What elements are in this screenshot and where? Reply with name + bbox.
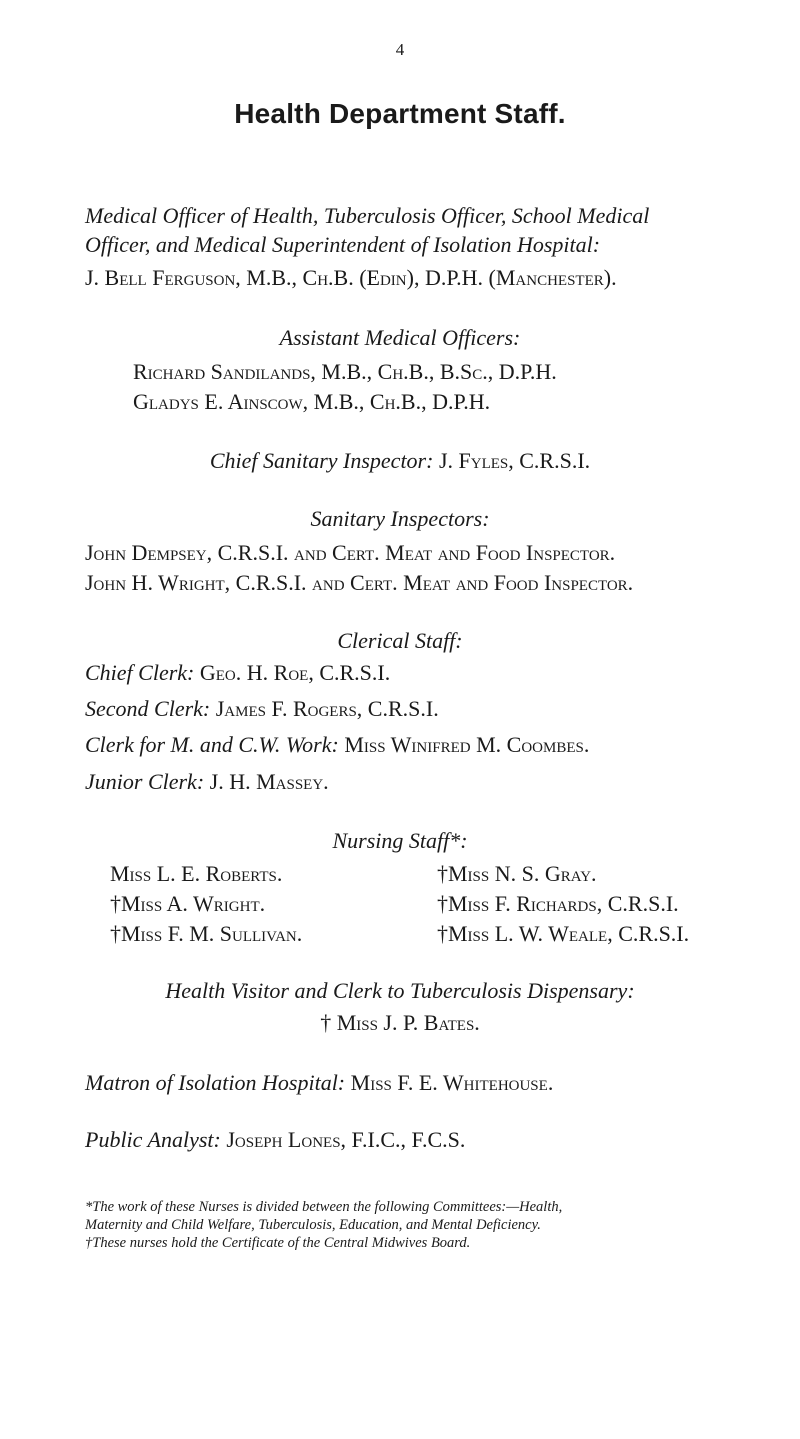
nurse-name: †Miss N. S. Gray. [437,861,597,886]
sanitary-heading: Sanitary Inspectors: [310,506,490,531]
chief-sanitary-line [0,448,800,474]
sanitary-name: John H. Wright, C.R.S.I. and Cert. Meat and Food Inspector. [85,570,634,595]
clerical-row [85,660,390,686]
analyst-label: Public Analyst: [85,1127,221,1152]
analyst-line [85,1127,465,1153]
moh-heading-line2: Officer, and Medical Superintendent of Isolation Hospital: [85,232,601,257]
assistant-name: Richard Sandilands, M.B., Ch.B., B.Sc., D.P.H. [133,359,557,384]
assistant-name: Gladys E. Ainscow, M.B., Ch.B., D.P.H. [133,389,491,414]
nurse-name: †Miss A. Wright. [110,891,266,916]
chief-sanitary-label: Chief Sanitary Inspector: [209,448,434,473]
clerical-role: Second Clerk: [85,696,211,721]
clerical-row [85,696,439,722]
nurse-name: †Miss F. M. Sullivan. [110,921,303,946]
page-title: Health Department Staff. [234,98,566,129]
assistants-heading: Assistant Medical Officers: [279,325,521,350]
nurse-name: †Miss L. W. Weale, C.R.S.I. [437,921,690,946]
page-number: 4 [395,40,405,59]
matron-line [85,1070,553,1096]
matron-label: Matron of Isolation Hospital: [85,1070,346,1095]
moh-name: J. Bell Ferguson, M.B., Ch.B. (Edin), D.P.H. (Manchester). [85,265,617,290]
footnote-star-line1: *The work of these Nurses is divided between the following Committees:—Health, [85,1199,563,1215]
chief-sanitary-name: J. Fyles, C.R.S.I. [438,448,591,473]
matron-name: Miss F. E. Whitehouse. [350,1070,554,1095]
analyst-name: Joseph Lones, F.I.C., F.C.S. [226,1127,466,1152]
sanitary-name: John Dempsey, C.R.S.I. and Cert. Meat and Food Inspector. [85,540,616,565]
clerical-row [85,769,329,795]
nurse-name: †Miss F. Richards, C.R.S.I. [437,891,679,916]
clerical-role: Clerk for M. and C.W. Work: [85,732,339,757]
health-visitor-name: † Miss J. P. Bates. [320,1010,480,1035]
footnote-star-line2: Maternity and Child Welfare, Tuberculosis, Education, and Mental Deficiency. [85,1217,541,1233]
clerical-heading: Clerical Staff: [337,628,463,653]
clerical-name: Geo. H. Roe, C.R.S.I. [199,660,391,685]
footnote-dagger: †These nurses hold the Certificate of the Central Midwives Board. [85,1235,471,1251]
clerical-name: J. H. Massey. [209,769,329,794]
clerical-role: Chief Clerk: [85,660,195,685]
clerical-name: James F. Rogers, C.R.S.I. [215,696,439,721]
nurse-name: Miss L. E. Roberts. [110,861,283,886]
health-visitor-heading: Health Visitor and Clerk to Tuberculosis Dispensary: [165,978,635,1003]
nursing-heading: Nursing Staff*: [332,828,468,853]
clerical-name: Miss Winifred M. Coombes. [344,732,590,757]
clerical-row [85,732,589,758]
clerical-role: Junior Clerk: [85,769,205,794]
moh-heading-line1: Medical Officer of Health, Tuberculosis Officer, School Medical [85,203,650,228]
